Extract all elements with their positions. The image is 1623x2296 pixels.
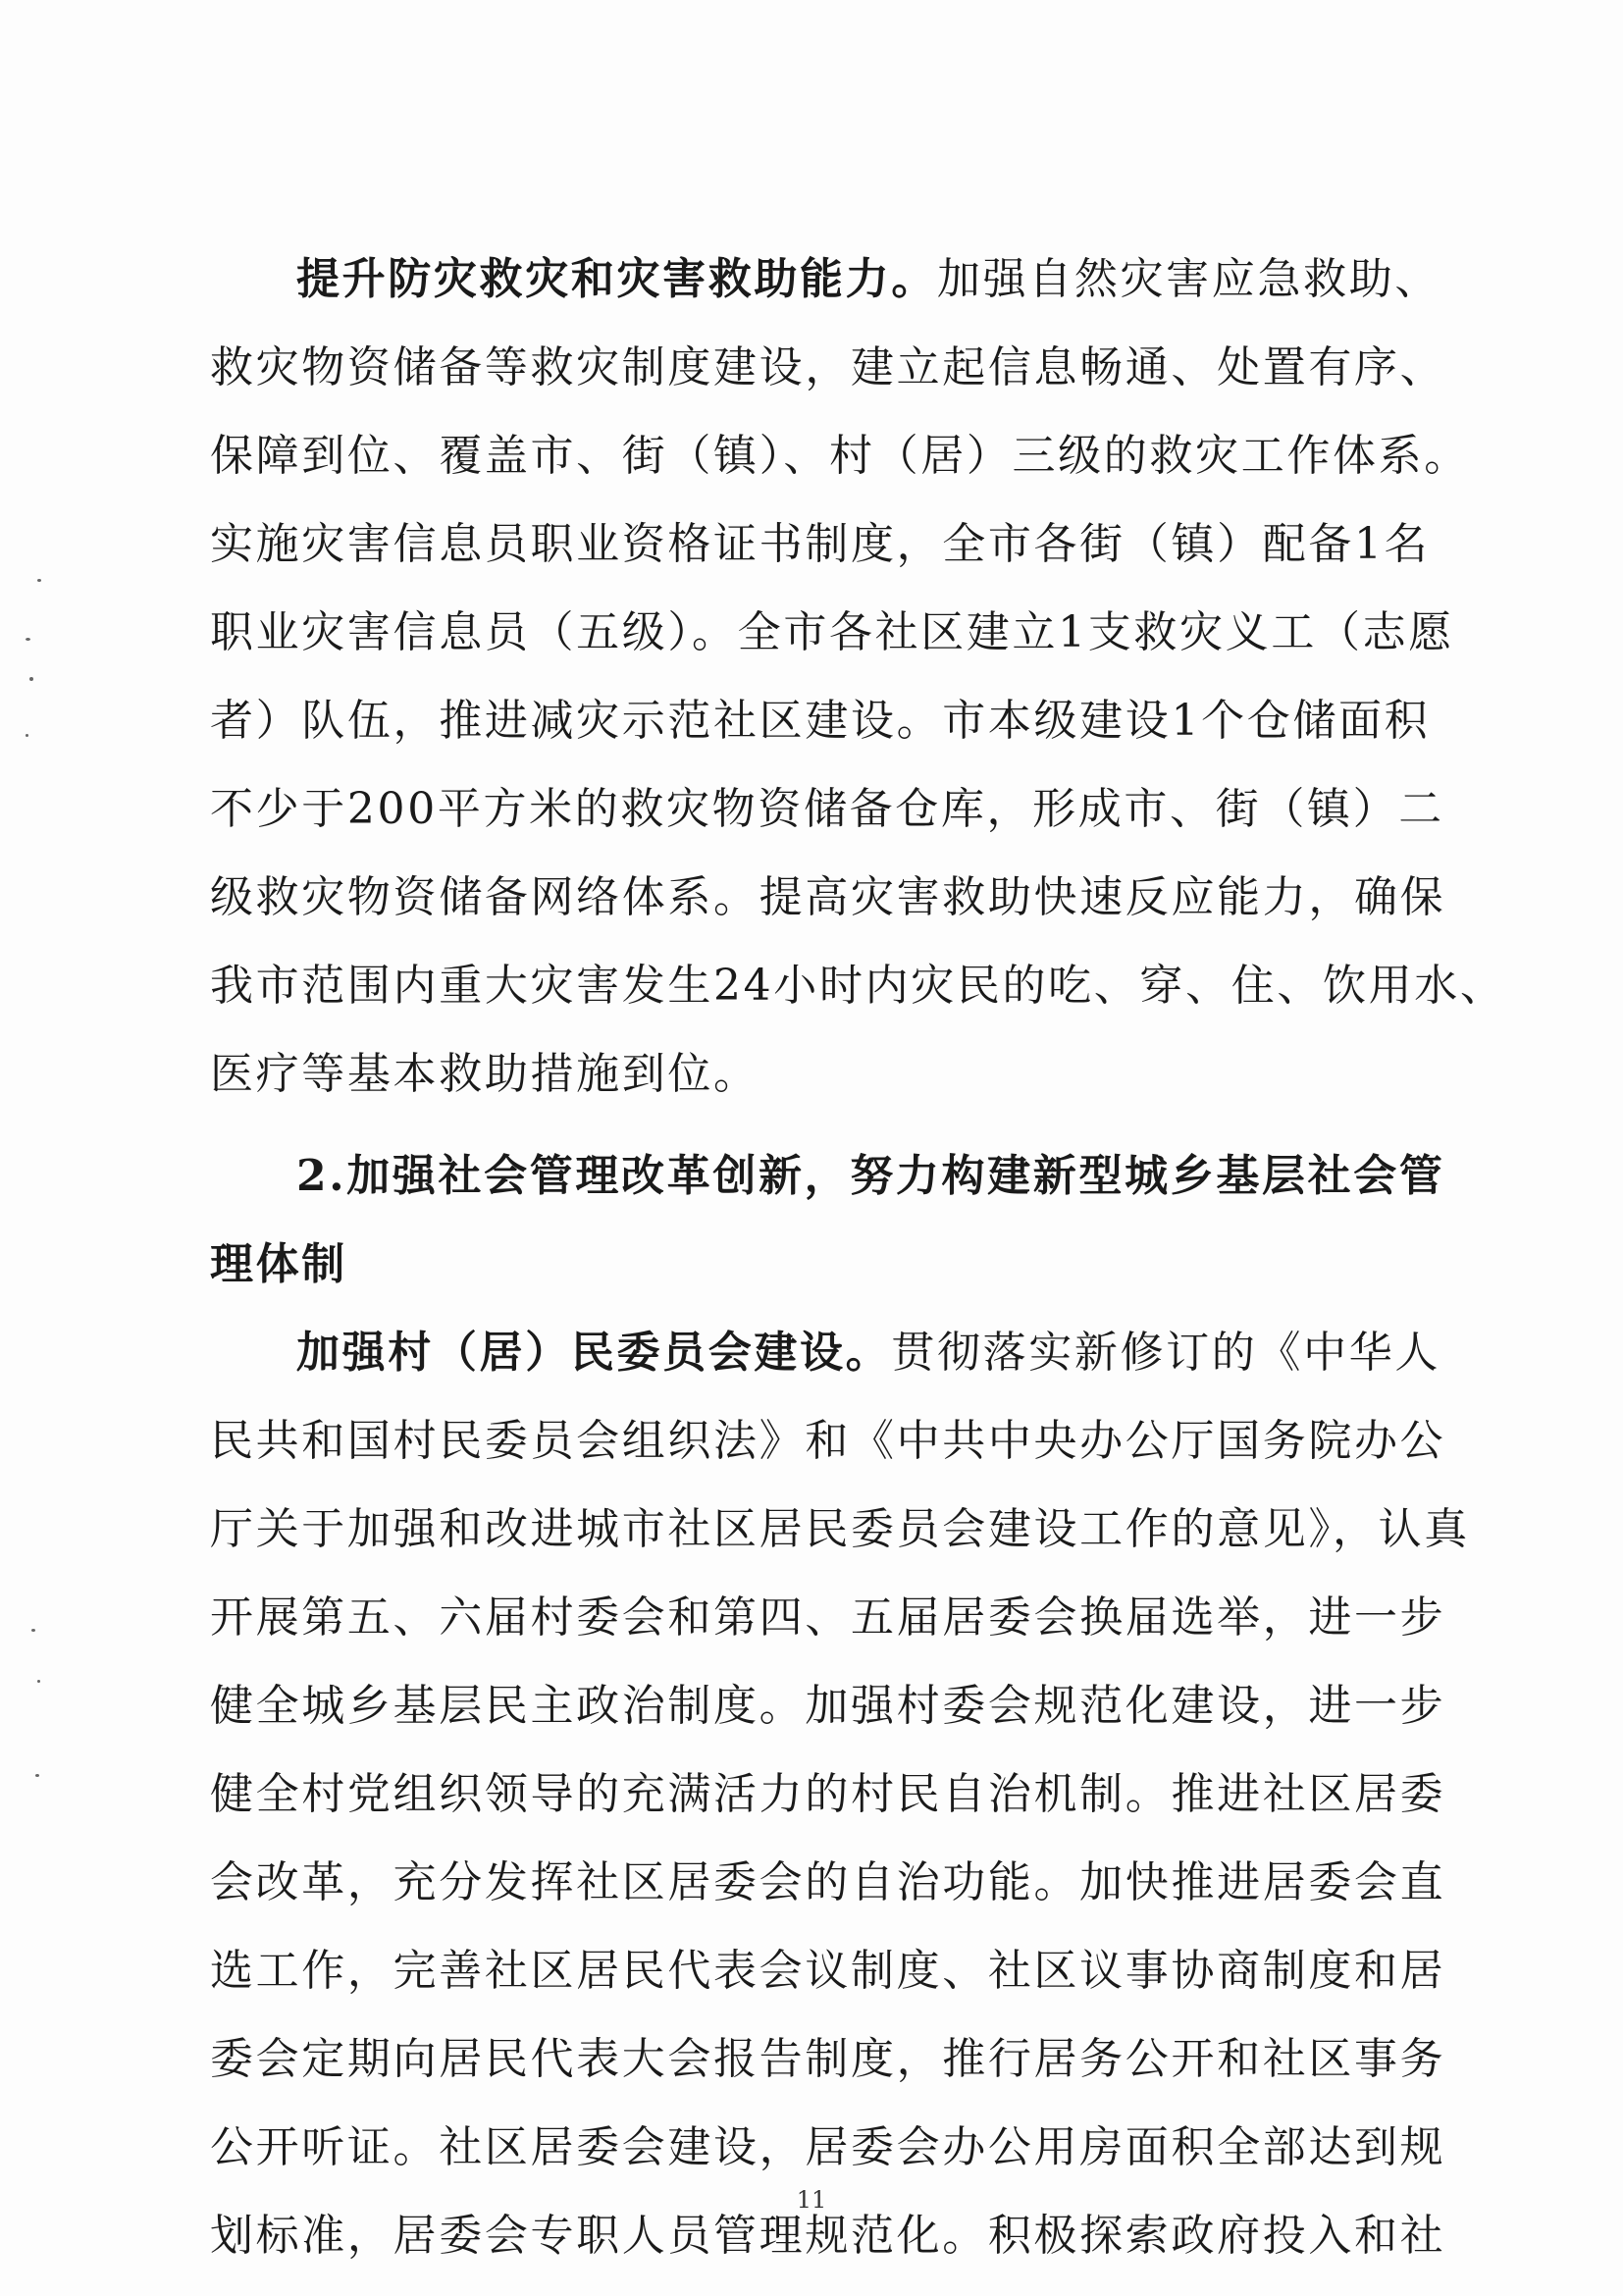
paragraph-line: 实施灾害信息员职业资格证书制度，全市各街（镇）配备1名 [210, 519, 1431, 569]
paragraph-line: 提升防灾救灾和灾害救助能力。加强自然灾害应急救助、 [296, 254, 1441, 304]
paragraph-line: 级救灾物资储备网络体系。提高灾害救助快速反应能力，确保 [210, 872, 1446, 922]
paragraph-lead-heading: 提升防灾救灾和灾害救助能力。 [296, 254, 937, 304]
paragraph-line: 医疗等基本救助措施到位。 [210, 1049, 759, 1099]
paragraph-line: 健全城乡基层民主政治制度。加强村委会规范化建设，进一步 [210, 1681, 1446, 1731]
scan-speck [37, 1680, 40, 1683]
scan-speck [35, 1774, 39, 1777]
paragraph-line: 职业灾害信息员（五级）。全市各社区建立1支救灾义工（志愿 [210, 607, 1454, 657]
paragraph-line: 保障到位、覆盖市、街（镇）、村（居）三级的救灾工作体系。 [210, 431, 1470, 481]
paragraph-line: 不少于200平方米的救灾物资储备仓库，形成市、街（镇）二 [210, 784, 1444, 834]
scan-speck [29, 677, 33, 681]
scan-speck [26, 638, 30, 641]
page-number: 11 [796, 2186, 827, 2214]
paragraph-line: 者）队伍，推进减灾示范社区建设。市本级建设1个仓储面积 [210, 696, 1431, 746]
paragraph-line: 健全村党组织领导的充满活力的村民自治机制。推进社区居委 [210, 1769, 1446, 1819]
scan-speck [26, 734, 28, 737]
paragraph-line: 救灾物资储备等救灾制度建设，建立起信息畅通、处置有序、 [210, 342, 1446, 392]
paragraph-line: 厅关于加强和改进城市社区居民委员会建设工作的意见》，认真 [210, 1504, 1470, 1554]
paragraph-line: 开展第五、六届村委会和第四、五届居委会换届选举，进一步 [210, 1592, 1446, 1643]
paragraph-line: 会改革，充分发挥社区居委会的自治功能。加快推进居委会直 [210, 1857, 1446, 1907]
paragraph-line: 委会定期向居民代表大会报告制度，推行居务公开和社区事务 [210, 2034, 1446, 2084]
paragraph-lead-heading: 加强村（居）民委员会建设。 [296, 1328, 892, 1378]
paragraph-committee-building [210, 1309, 1470, 2280]
paragraph-line: 民共和国村民委员会组织法》和《中共中央办公厅国务院办公 [210, 1416, 1446, 1466]
section-heading-line: 理体制 [210, 1239, 347, 1289]
paragraph-line: 我市范围内重大灾害发生24小时内灾民的吃、穿、住、饮用水、 [210, 961, 1506, 1011]
paragraph-line: 公开听证。社区居委会建设，居委会办公用房面积全部达到规 [210, 2122, 1446, 2172]
scan-speck [31, 1629, 35, 1632]
section-heading-line: 2.加强社会管理改革创新，努力构建新型城乡基层社会管 [296, 1151, 1445, 1201]
paragraph-disaster-relief [210, 235, 1506, 1119]
paragraph-line: 选工作，完善社区居民代表会议制度、社区议事协商制度和居 [210, 1946, 1446, 1996]
scan-speck [37, 579, 41, 582]
paragraph-line: 划标准，居委会专职人员管理规范化。积极探索政府投入和社 [210, 2211, 1446, 2261]
paragraph-line: 加强村（居）民委员会建设。贯彻落实新修订的《中华人 [296, 1328, 1441, 1378]
document-body [210, 235, 1506, 2280]
section-heading [210, 1132, 1445, 1309]
